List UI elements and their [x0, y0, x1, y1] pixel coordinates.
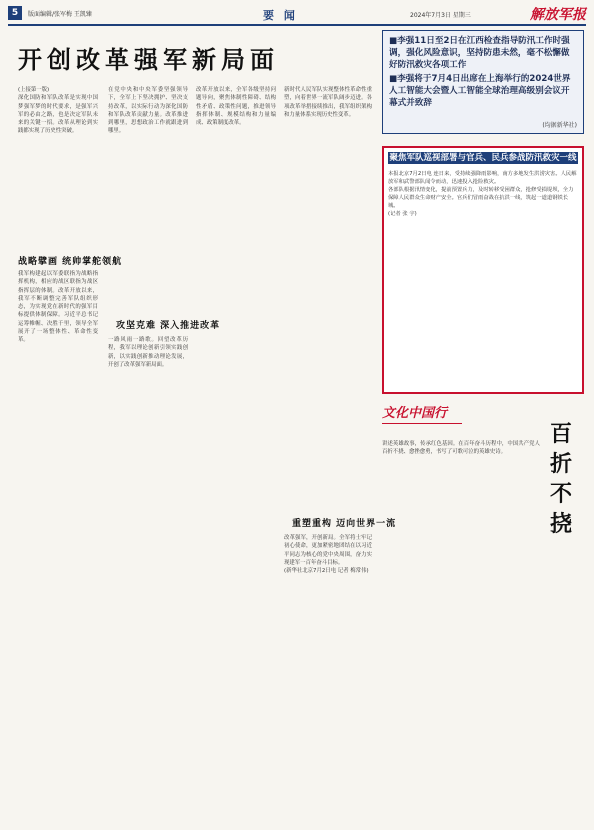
article-text: 改革开放以来，全军各级坚持问题导向，聚焦体制性障碍、结构性矛盾、政策性问题，推进领导指挥体制、规模结构和力量编成、政策制度改革。: [196, 87, 276, 127]
continuation-label: (上接第一版): [18, 87, 50, 93]
header-rule: [8, 24, 586, 26]
culture-article: [382, 440, 540, 810]
page-header: [8, 6, 586, 22]
feature-box: [382, 146, 584, 394]
culture-big-title: 百 折 不 挠: [549, 422, 572, 537]
feature-text: 各部队根据汛情变化，提前预置兵力，及时转移受困群众，抢修受损堤坝，全力保障人民群众生命财产安全。官兵们冒雨奋战在抗洪一线，筑起一道道钢铁长城。: [388, 187, 574, 209]
section-title: 要 闻: [263, 9, 298, 22]
news-brief-item: ■李强将于7月4日出席在上海举行的2024世界人工智能大会暨人工智能全球治理高级别会议开幕式并致辞: [389, 74, 571, 108]
issue-date: 2024年7月3日 星期三: [410, 12, 471, 19]
feature-caption: (记者 张 宇): [388, 211, 417, 217]
culture-section-logo: 文化中国行: [382, 406, 448, 421]
subhead-world-class: 重塑重构 迈向世界一流: [292, 519, 397, 529]
editor-credit: 版面编辑/张军梅 王凯臻: [28, 11, 92, 18]
feature-lead: 本报北京7月2日电 连日来，受持续强降雨影响，南方多地发生洪涝灾害。人民解放军和武警部队闻令而动，迅速投入抢险救灾。: [388, 171, 577, 185]
article-column: [108, 86, 188, 326]
news-brief-box: [382, 30, 584, 134]
culture-text: 讲述英雄故事，传承红色基因。在百年奋斗历程中，中国共产党人百折不挠、愈挫愈勇，书写了可歌可泣的英雄史诗。: [382, 441, 540, 456]
article-text: 在党中央和中央军委坚强领导下，全军上下坚决拥护、坚决支持改革，以实际行动为深化国防和军队改革贡献力量。改革推进到哪里，思想政治工作就跟进到哪里。: [108, 87, 188, 135]
article-byline: (新华社北京7月2日电 记者 梅常伟): [284, 568, 369, 575]
article-text: 深化国防和军队改革是实现中国梦强军梦的时代要求，是强军兴军的必由之路，也是决定军队未来的关键一招。改革从理论到实践都实现了历史性突破。: [18, 95, 98, 135]
article-text: 改革强军，开创新局。全军将士牢记初心使命，更加紧密地团结在以习近平同志为核心的党中央周围，奋力实现建军一百年奋斗目标。: [284, 535, 372, 566]
subhead-strategy: 战略擘画 统帅掌舵领航: [18, 257, 123, 267]
newspaper-logo: 解放军报: [530, 7, 586, 23]
feature-title: 聚焦军队巡视部署与官兵、民兵参战防汛救灾一线: [389, 153, 577, 163]
article-text: 一路风雨一路歌。回望改革历程，我军以理论创新引领实践创新，以实践创新推动理论发展，开创了改革强军新局面。: [108, 337, 188, 368]
article-column: [284, 534, 372, 804]
news-brief-item: ■李强11日至2日在江西检查指导防汛工作时强调，强化风险意识，坚持防患未然，毫不松懈做好防汛救灾各项工作: [389, 36, 570, 70]
article-column: [108, 336, 188, 810]
feature-body: [388, 170, 578, 218]
news-brief-source: (均据新华社): [542, 122, 577, 129]
article-column: [18, 270, 98, 810]
article-column: [284, 86, 372, 506]
culture-divider: [382, 423, 462, 424]
article-text: 新时代人民军队实现整体性革命性重塑，向着世界一流军队阔步迈进。各项改革举措接续推出，我军组织架构和力量体系实现历史性变革。: [284, 87, 372, 118]
article-column: [18, 86, 98, 246]
article-column: [196, 86, 276, 810]
page-number: 5: [8, 6, 22, 20]
main-headline: 开创改革强军新局面: [18, 46, 279, 74]
subhead-reform: 攻坚克难 深入推进改革: [116, 321, 221, 331]
article-text: 我军构建起以军委联指为战略指挥机构，相应的战区联指为战区指挥层的体制。改革开放以来，我军不断调整完善军队组织形态，为实现党在新时代的强军目标提供体制保障。习近平总书记运筹帷幄、决胜千里，领导全军展开了一场整体性、革命性变革。: [18, 271, 98, 344]
